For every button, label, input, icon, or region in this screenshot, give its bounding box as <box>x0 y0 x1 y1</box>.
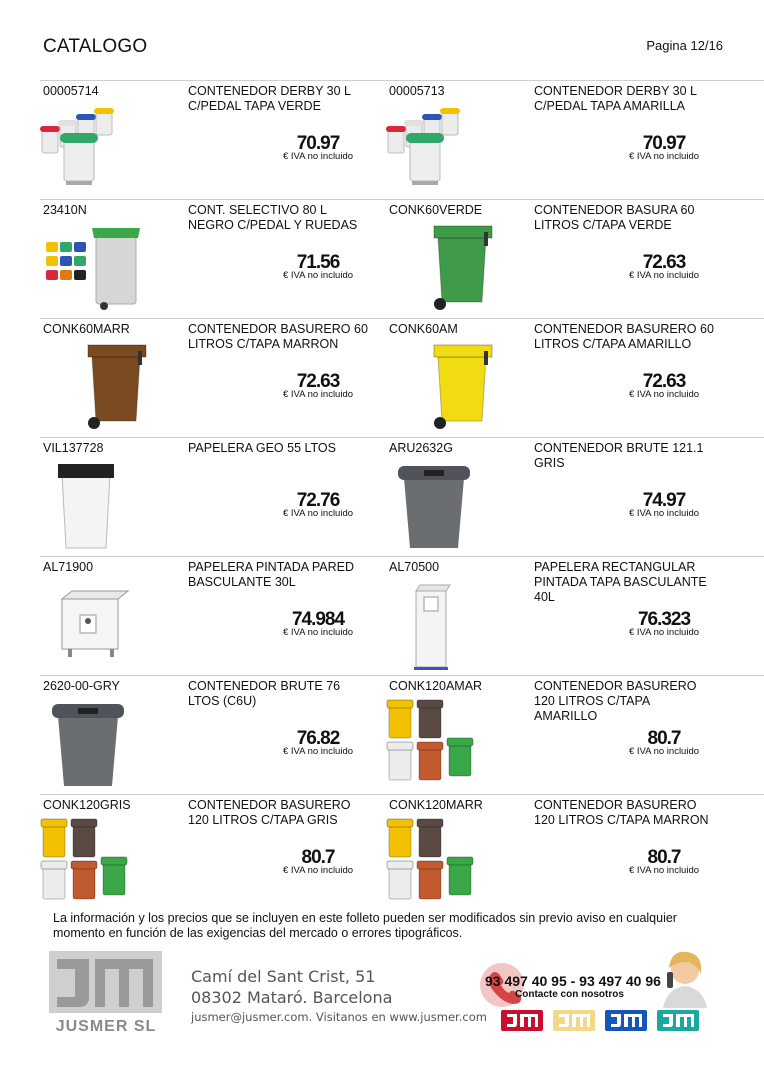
vat-note: € IVA no incluido <box>628 389 700 400</box>
page-header <box>43 36 723 66</box>
product-code: 23410N <box>43 203 87 217</box>
product-price: 80.7 <box>301 847 335 868</box>
product-card <box>386 81 748 199</box>
product-card <box>40 81 402 199</box>
product-description: CONT. SELECTIVO 80 L NEGRO C/PEDAL Y RUEDAS <box>188 203 358 232</box>
product-card <box>40 795 402 913</box>
product-code: 00005714 <box>43 84 99 98</box>
wall-bin-icon <box>40 579 180 671</box>
company-name: JUSMER SL <box>55 1018 157 1035</box>
product-row <box>40 199 764 318</box>
product-code: AL70500 <box>389 560 440 574</box>
wheelie-bin-icon <box>386 222 526 314</box>
product-card <box>386 438 748 556</box>
tall-bin-icon <box>386 579 526 671</box>
product-description: CONTENEDOR BRUTE 76 LTOS (C6U) <box>188 679 341 708</box>
company-address <box>191 966 392 1008</box>
round-bin-icon <box>386 460 526 552</box>
address-line: 08302 Mataró. Barcelona <box>191 988 393 1007</box>
product-description: CONTENEDOR BASURERO 120 LITROS C/TAPA GRIS <box>188 798 351 827</box>
product-price: 74.984 <box>291 609 345 630</box>
product-price: 76.82 <box>296 728 340 749</box>
product-card <box>40 319 402 437</box>
product-description: CONTENEDOR BRUTE 121.1 GRIS <box>534 441 704 470</box>
product-row <box>40 437 764 556</box>
product-grid <box>40 80 764 913</box>
open-bin-icon <box>40 460 180 552</box>
vat-note: € IVA no incluido <box>628 151 700 162</box>
vat-note: € IVA no incluido <box>282 865 354 876</box>
product-row <box>40 318 764 437</box>
mini-logo-icon <box>501 1010 543 1031</box>
product-row <box>40 556 764 675</box>
vat-note: € IVA no incluido <box>628 270 700 281</box>
product-description: PAPELERA RECTANGULAR PINTADA TAPA BASCULANTE 40L <box>534 560 707 604</box>
product-card <box>386 200 748 318</box>
product-description: PAPELERA GEO 55 LTOS <box>188 441 336 455</box>
product-price: 76.323 <box>637 609 691 630</box>
product-code: CONK120MARR <box>389 798 483 812</box>
disclaimer-text: La información y los precios que se incluyen en este folleto pueden ser modificados sin previo aviso en cualquier momento en función de las exigencias del mercado o errores tipográficos. <box>53 911 677 940</box>
product-row <box>40 675 764 794</box>
footer <box>45 948 725 1043</box>
product-description: CONTENEDOR BASURERO 60 LITROS C/TAPA MARRON <box>188 322 368 351</box>
vat-note: € IVA no incluido <box>282 151 354 162</box>
pedal-bins-group-icon <box>40 103 180 195</box>
vat-note: € IVA no incluido <box>628 746 700 757</box>
product-row <box>40 794 764 913</box>
address-line: Camí del Sant Crist, 51 <box>191 967 376 986</box>
product-description: PAPELERA PINTADA PARED BASCULANTE 30L <box>188 560 355 589</box>
product-description: CONTENEDOR DERBY 30 L C/PEDAL TAPA VERDE <box>188 84 351 113</box>
mini-logo-icon <box>657 1010 699 1031</box>
product-code: CONK120AMAR <box>389 679 483 693</box>
product-price: 74.97 <box>642 490 686 511</box>
product-card <box>386 319 748 437</box>
vat-note: € IVA no incluido <box>282 627 354 638</box>
product-row <box>40 80 764 199</box>
product-description: CONTENEDOR BASURERO 120 LITROS C/TAPA MARRON <box>534 798 709 827</box>
product-card <box>386 557 748 675</box>
product-price: 80.7 <box>647 847 681 868</box>
mini-logo-icon <box>553 1010 595 1031</box>
bins-group-icon <box>386 817 526 909</box>
product-price: 70.97 <box>642 133 686 154</box>
vat-note: € IVA no incluido <box>282 270 354 281</box>
product-description: CONTENEDOR BASURERO 120 LITROS C/TAPA AMARILLO <box>534 679 697 723</box>
page-title: CATALOGO <box>43 36 148 57</box>
product-price: 72.63 <box>642 252 686 273</box>
wheelie-bin-icon <box>40 341 180 433</box>
selective-bin-icon <box>40 222 180 314</box>
product-card <box>40 438 402 556</box>
vat-note: € IVA no incluido <box>628 865 700 876</box>
product-price: 72.63 <box>642 371 686 392</box>
phone-numbers: 93 497 40 95 - 93 497 40 96 <box>485 973 661 989</box>
vat-note: € IVA no incluido <box>282 389 354 400</box>
product-price: 70.97 <box>296 133 340 154</box>
vat-note: € IVA no incluido <box>282 746 354 757</box>
wheelie-bin-icon <box>386 341 526 433</box>
product-code: CONK60AM <box>389 322 458 336</box>
contact-label: Contacte con nosotros <box>515 989 624 1000</box>
product-code: 2620-00-GRY <box>43 679 120 693</box>
bins-group-icon <box>40 817 180 909</box>
product-code: CONK60VERDE <box>389 203 483 217</box>
product-code: CONK120GRIS <box>43 798 131 812</box>
product-card <box>386 676 748 794</box>
product-code: 00005713 <box>389 84 445 98</box>
vat-note: € IVA no incluido <box>628 627 700 638</box>
product-price: 72.63 <box>296 371 340 392</box>
product-code: VIL137728 <box>43 441 104 455</box>
product-card <box>40 557 402 675</box>
product-card <box>386 795 748 913</box>
product-description: CONTENEDOR BASURERO 60 LITROS C/TAPA AMARILLO <box>534 322 714 351</box>
product-price: 71.56 <box>296 252 340 273</box>
pedal-bins-group-icon <box>386 103 526 195</box>
page-number: Pagina 12/16 <box>646 38 723 53</box>
round-bin-icon <box>40 698 180 790</box>
product-description: CONTENEDOR BASURA 60 LITROS C/TAPA VERDE <box>534 203 695 232</box>
contact-email-web: jusmer@jusmer.com. Visitanos en www.jusmer.com <box>191 1010 487 1024</box>
vat-note: € IVA no incluido <box>628 508 700 519</box>
bins-group-icon <box>386 698 526 790</box>
product-code: CONK60MARR <box>43 322 130 336</box>
vat-note: € IVA no incluido <box>282 508 354 519</box>
product-price: 80.7 <box>647 728 681 749</box>
mini-logo-icon <box>605 1010 647 1031</box>
product-description: CONTENEDOR DERBY 30 L C/PEDAL TAPA AMARILLA <box>534 84 697 113</box>
product-price: 72.76 <box>296 490 340 511</box>
product-card <box>40 200 402 318</box>
product-code: ARU2632G <box>389 441 453 455</box>
product-code: AL71900 <box>43 560 94 574</box>
product-card <box>40 676 402 794</box>
brand-logos-icon <box>501 1008 701 1033</box>
